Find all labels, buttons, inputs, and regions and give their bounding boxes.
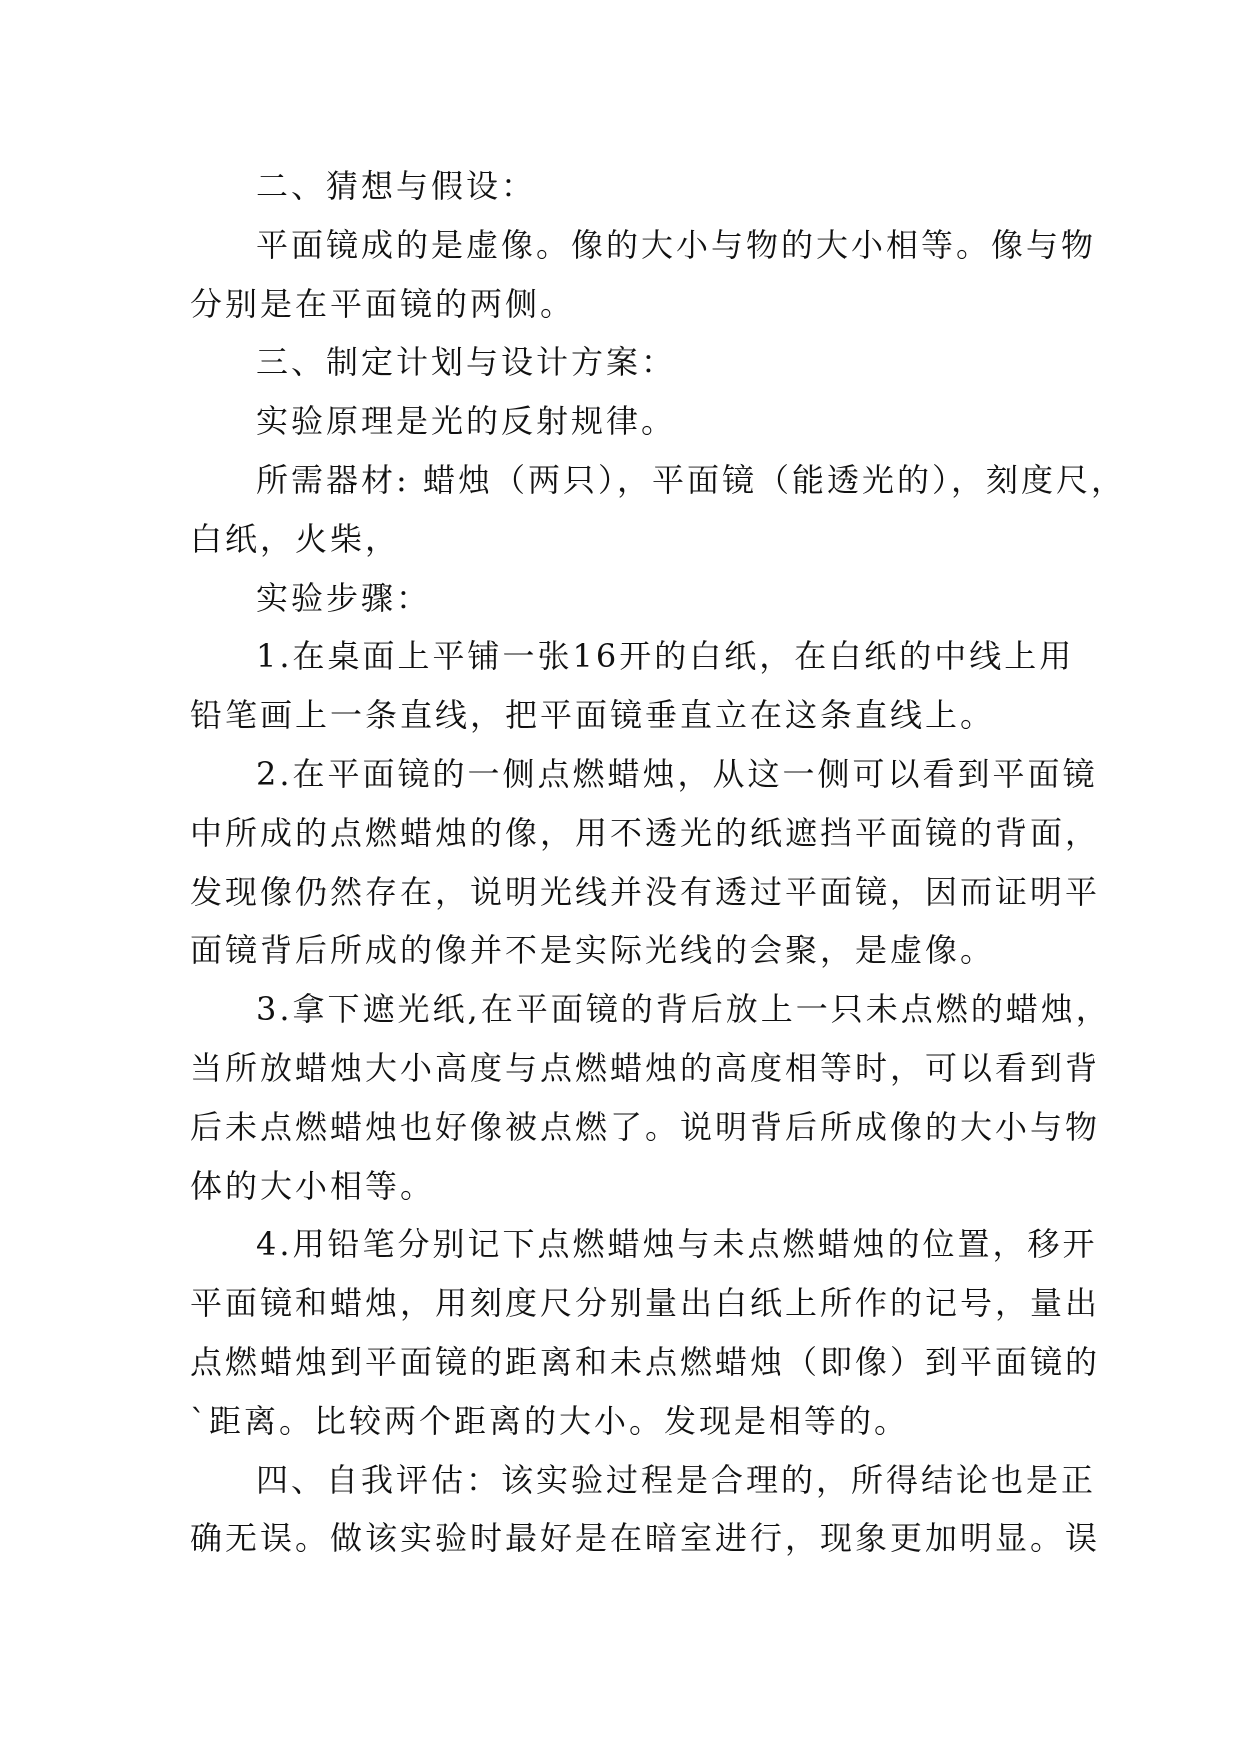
step-4-line: 平面镜和蜡烛，用刻度尺分别量出白纸上所作的记号，量出 [190,1284,1101,1323]
step-2-line: 中所成的点燃蜡烛的像，用不透光的纸遮挡平面镜的背面， [190,813,1101,852]
step-4-line: 点燃蜡烛到平面镜的距离和未点燃蜡烛（即像）到平面镜的 [190,1342,1101,1381]
paragraph-line: 平面镜成的是虚像。像的大小与物的大小相等。像与物 [256,225,1097,264]
step-4-line: `距离。比较两个距离的大小。发现是相等的。 [190,1401,910,1440]
step-1-line: 1.在桌面上平铺一张16开的白纸，在白纸的中线上用 [256,637,1075,676]
section-heading-plan: 三、制定计划与设计方案： [256,343,677,382]
step-2-line: 2.在平面镜的一侧点燃蜡烛，从这一侧可以看到平面镜 [256,754,1098,793]
paragraph-line: 白纸，火柴， [190,519,401,558]
step-3-line: 3.拿下遮光纸,在平面镜的背后放上一只未点燃的蜡烛， [256,990,1111,1029]
section-heading-hypothesis: 二、猜想与假设： [256,167,537,205]
step-4-line: 4.用铅笔分别记下点燃蜡烛与未点燃蜡烛的位置，移开 [256,1225,1098,1264]
document-body [190,157,1126,1568]
section-heading-evaluation: 四、自我评估：该实验过程是合理的，所得结论也是正 [256,1460,1097,1499]
step-3-line: 后未点燃蜡烛也好像被点燃了。说明背后所成像的大小与物 [190,1107,1101,1146]
step-2-line: 发现像仍然存在，说明光线并没有透过平面镜，因而证明平 [190,872,1101,911]
step-1-line: 铅笔画上一条直线，把平面镜垂直立在这条直线上。 [190,696,996,735]
paragraph-line: 所需器材: 蜡烛（两只），平面镜（能透光的），刻度尺， [256,460,1126,499]
step-3-line: 当所放蜡烛大小高度与点燃蜡烛的高度相等时，可以看到背 [190,1048,1101,1087]
paragraph-line: 实验原理是光的反射规律。 [256,402,677,441]
paragraph-line: 分别是在平面镜的两侧。 [190,284,576,323]
steps-heading: 实验步骤： [256,578,432,617]
step-3-line: 体的大小相等。 [190,1166,436,1205]
step-2-line: 面镜背后所成的像并不是实际光线的会聚，是虚像。 [190,931,996,970]
paragraph-line: 确无误。做该实验时最好是在暗室进行，现象更加明显。误 [190,1519,1101,1558]
